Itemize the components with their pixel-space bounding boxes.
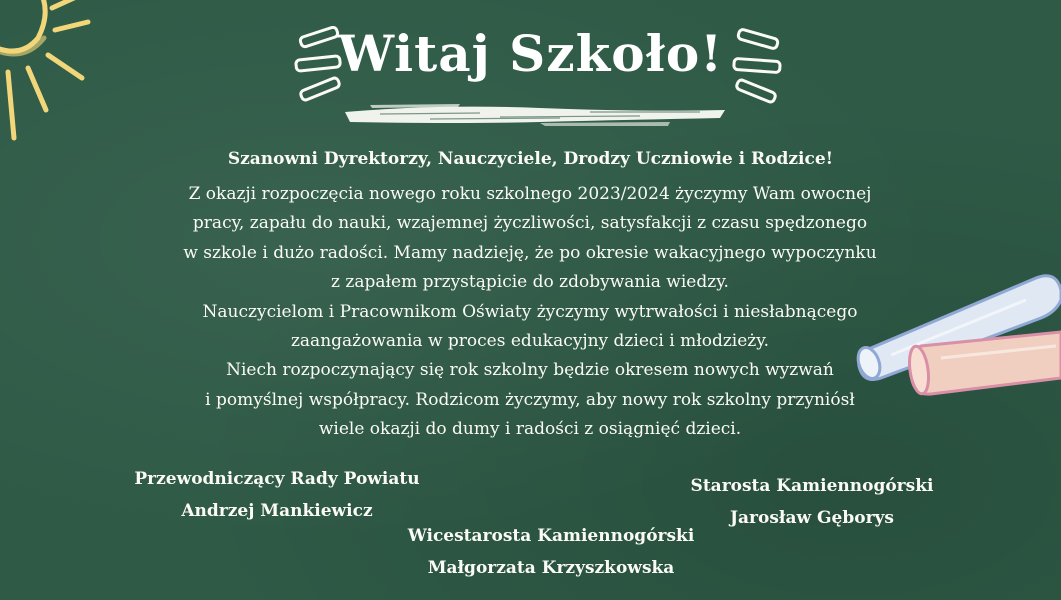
signature-role: Starosta Kamiennogórski [690, 476, 934, 496]
body-line: Nauczycielom i Pracownikom Oświaty życzymy wytrwałości i niesłabnącego [202, 301, 858, 322]
signature-name: Andrzej Mankiewicz [181, 501, 373, 521]
signature-vice-starost [392, 520, 710, 584]
chalk-underline [340, 100, 730, 130]
body-line: w szkole i dużo radości. Mamy nadzieję, że po okresie wakacyjnego wypoczynku [183, 242, 877, 263]
greeting-heading: Szanowni Dyrektorzy, Nauczyciele, Drodzy Uczniowie i Rodzice! [227, 149, 834, 169]
greeting-body [100, 180, 960, 445]
signature-name: Jarosław Gęborys [730, 508, 894, 528]
signature-starost [680, 470, 944, 534]
page-title: Witaj Szkoło! [337, 24, 724, 83]
body-line: wiele okazji do dumy i radości z osiągnięć dzieci. [318, 419, 742, 440]
body-line: zaangażowania w proces edukacyjny dzieci i młodzieży. [290, 331, 770, 352]
body-line: z zapałem przystąpicie do zdobywania wiedzy. [331, 272, 729, 293]
body-line: Z okazji rozpoczęcia nowego roku szkolnego 2023/2024 życzymy Wam owocnej [188, 184, 872, 204]
signature-name: Małgorzata Krzyszkowska [427, 558, 675, 578]
body-line: i pomyślnej współpracy. Rodzicom życzymy, aby nowy rok szkolny przyniósł [205, 389, 855, 410]
signature-role: Wicestarosta Kamiennogórski [407, 526, 695, 546]
signature-role: Przewodniczący Rady Powiatu [134, 469, 420, 489]
body-line: Niech rozpoczynający się rok szkolny będzie okresem nowych wyzwań [226, 360, 834, 381]
signature-council-chair [118, 463, 436, 527]
chalk-sticks-icon [851, 270, 1061, 410]
body-line: pracy, zapału do nauki, wzajemnej życzliwości, satysfakcji z czasu spędzonego [192, 213, 868, 234]
